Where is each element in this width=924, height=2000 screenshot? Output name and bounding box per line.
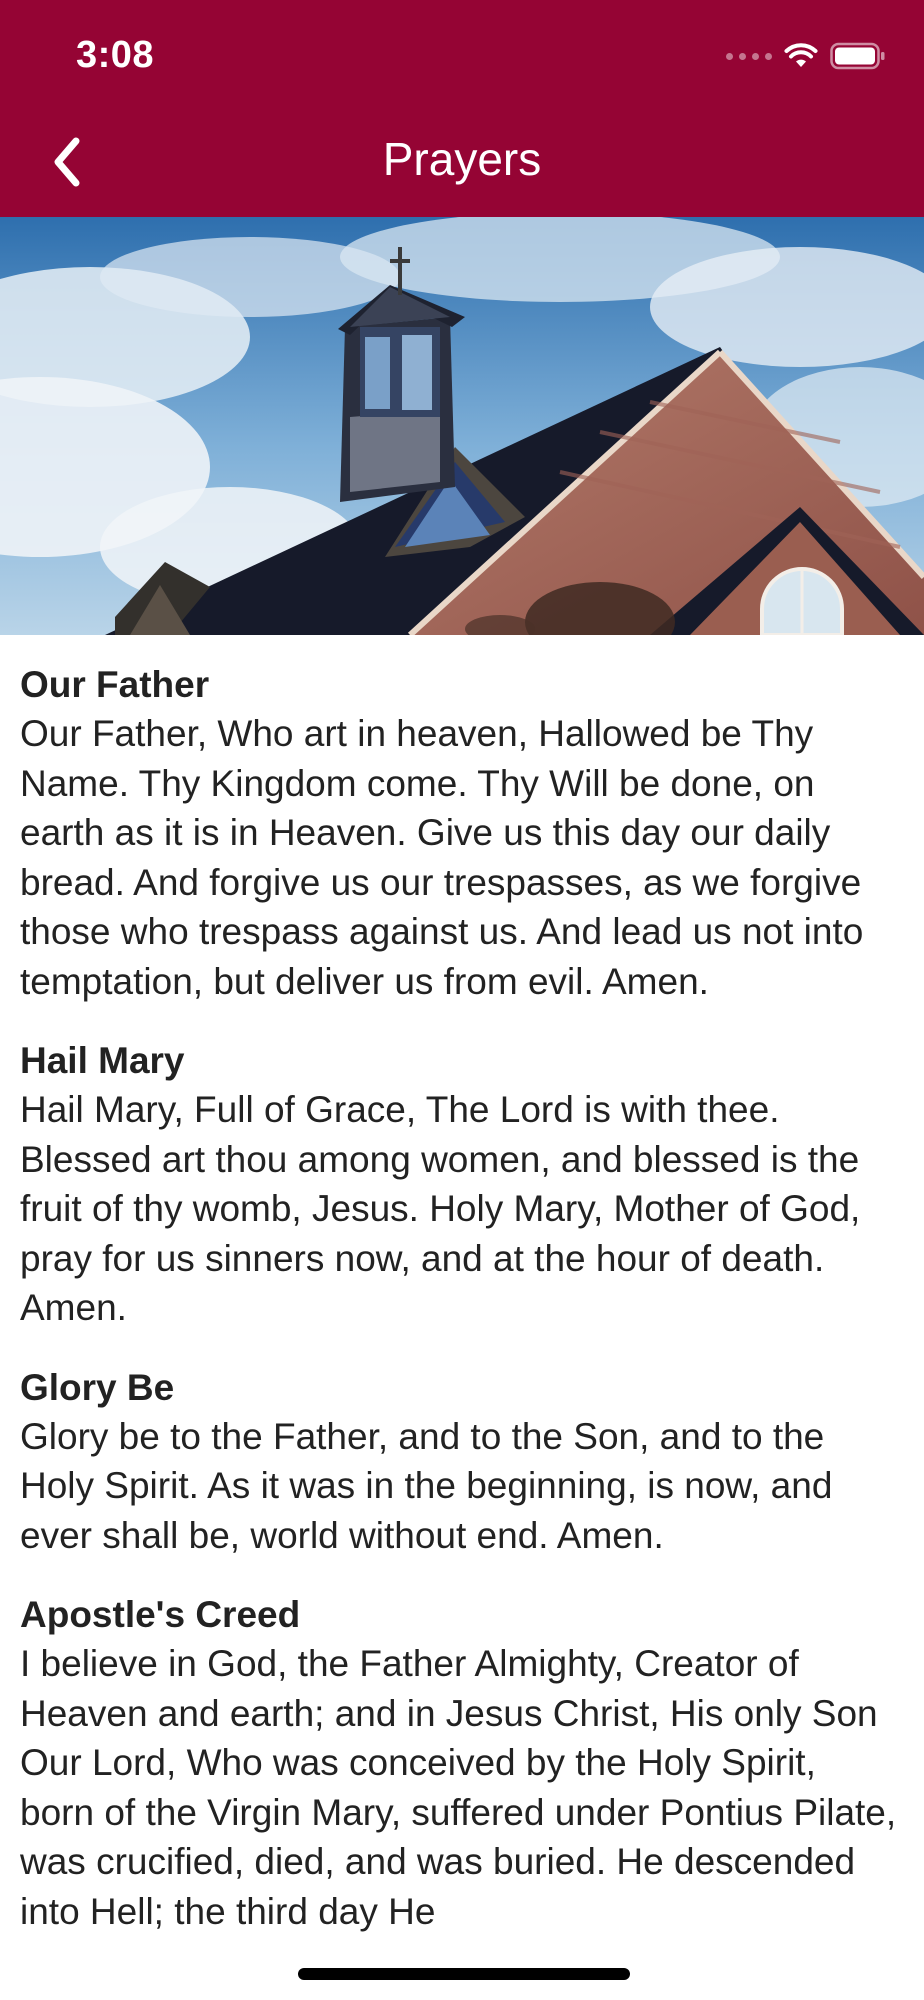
home-indicator[interactable] bbox=[298, 1968, 630, 1980]
page-title: Prayers bbox=[382, 133, 542, 185]
prayer-title: Glory Be bbox=[20, 1366, 175, 1408]
prayer-title: Our Father bbox=[20, 664, 210, 705]
prayer-text: I believe in God, the Father Almighty, Creator of Heaven and earth; and in Jesus Christ, His only Son Our Lord, Who was conceived by the Holy Spirit, born of the Virgin Mary, suffered under Pontius Pilate, was crucified, died, and was buried. He descended into Hell; the third day He bbox=[20, 1643, 897, 1932]
prayer-title: Hail Mary bbox=[20, 1040, 185, 1081]
prayer-text: Our Father, Who art in heaven, Hallowed be Thy Name. Thy Kingdom come. Thy Will be done, on earth as it is in Heaven. Give us this day our daily bread. And forgive us our trespasses, as we forgive those who trespass against us. And lead us not into temptation, but deliver us from evil. Amen. bbox=[20, 713, 864, 1002]
prayer-title: Apostle's Creed bbox=[20, 1594, 301, 1635]
prayer-text: Hail Mary, Full of Grace, The Lord is with thee. Blessed art thou among women, and blessed is the fruit of thy womb, Jesus. Holy Mary, Mother of God, pray for us sinners now, and at the hour of death. Amen. bbox=[20, 1089, 861, 1328]
wifi-icon bbox=[784, 43, 818, 69]
battery-icon bbox=[830, 42, 886, 70]
church-image bbox=[0, 217, 924, 635]
header-bar bbox=[0, 0, 924, 217]
status-time: 3:08 bbox=[76, 34, 155, 76]
prayer-list bbox=[20, 660, 900, 1966]
prayer-text: Glory be to the Father, and to the Son, and to the Holy Spirit. As it was in the beginning, is now, and ever shall be, world without end. Amen. bbox=[20, 1415, 833, 1556]
prayer-hail-mary bbox=[20, 1036, 900, 1333]
church-photo bbox=[0, 217, 924, 635]
status-icons bbox=[726, 42, 886, 70]
cellular-signal-icon bbox=[726, 53, 772, 60]
prayer-our-father bbox=[20, 660, 900, 1006]
prayer-glory-be bbox=[20, 1363, 900, 1561]
prayer-apostles-creed bbox=[20, 1590, 900, 1936]
